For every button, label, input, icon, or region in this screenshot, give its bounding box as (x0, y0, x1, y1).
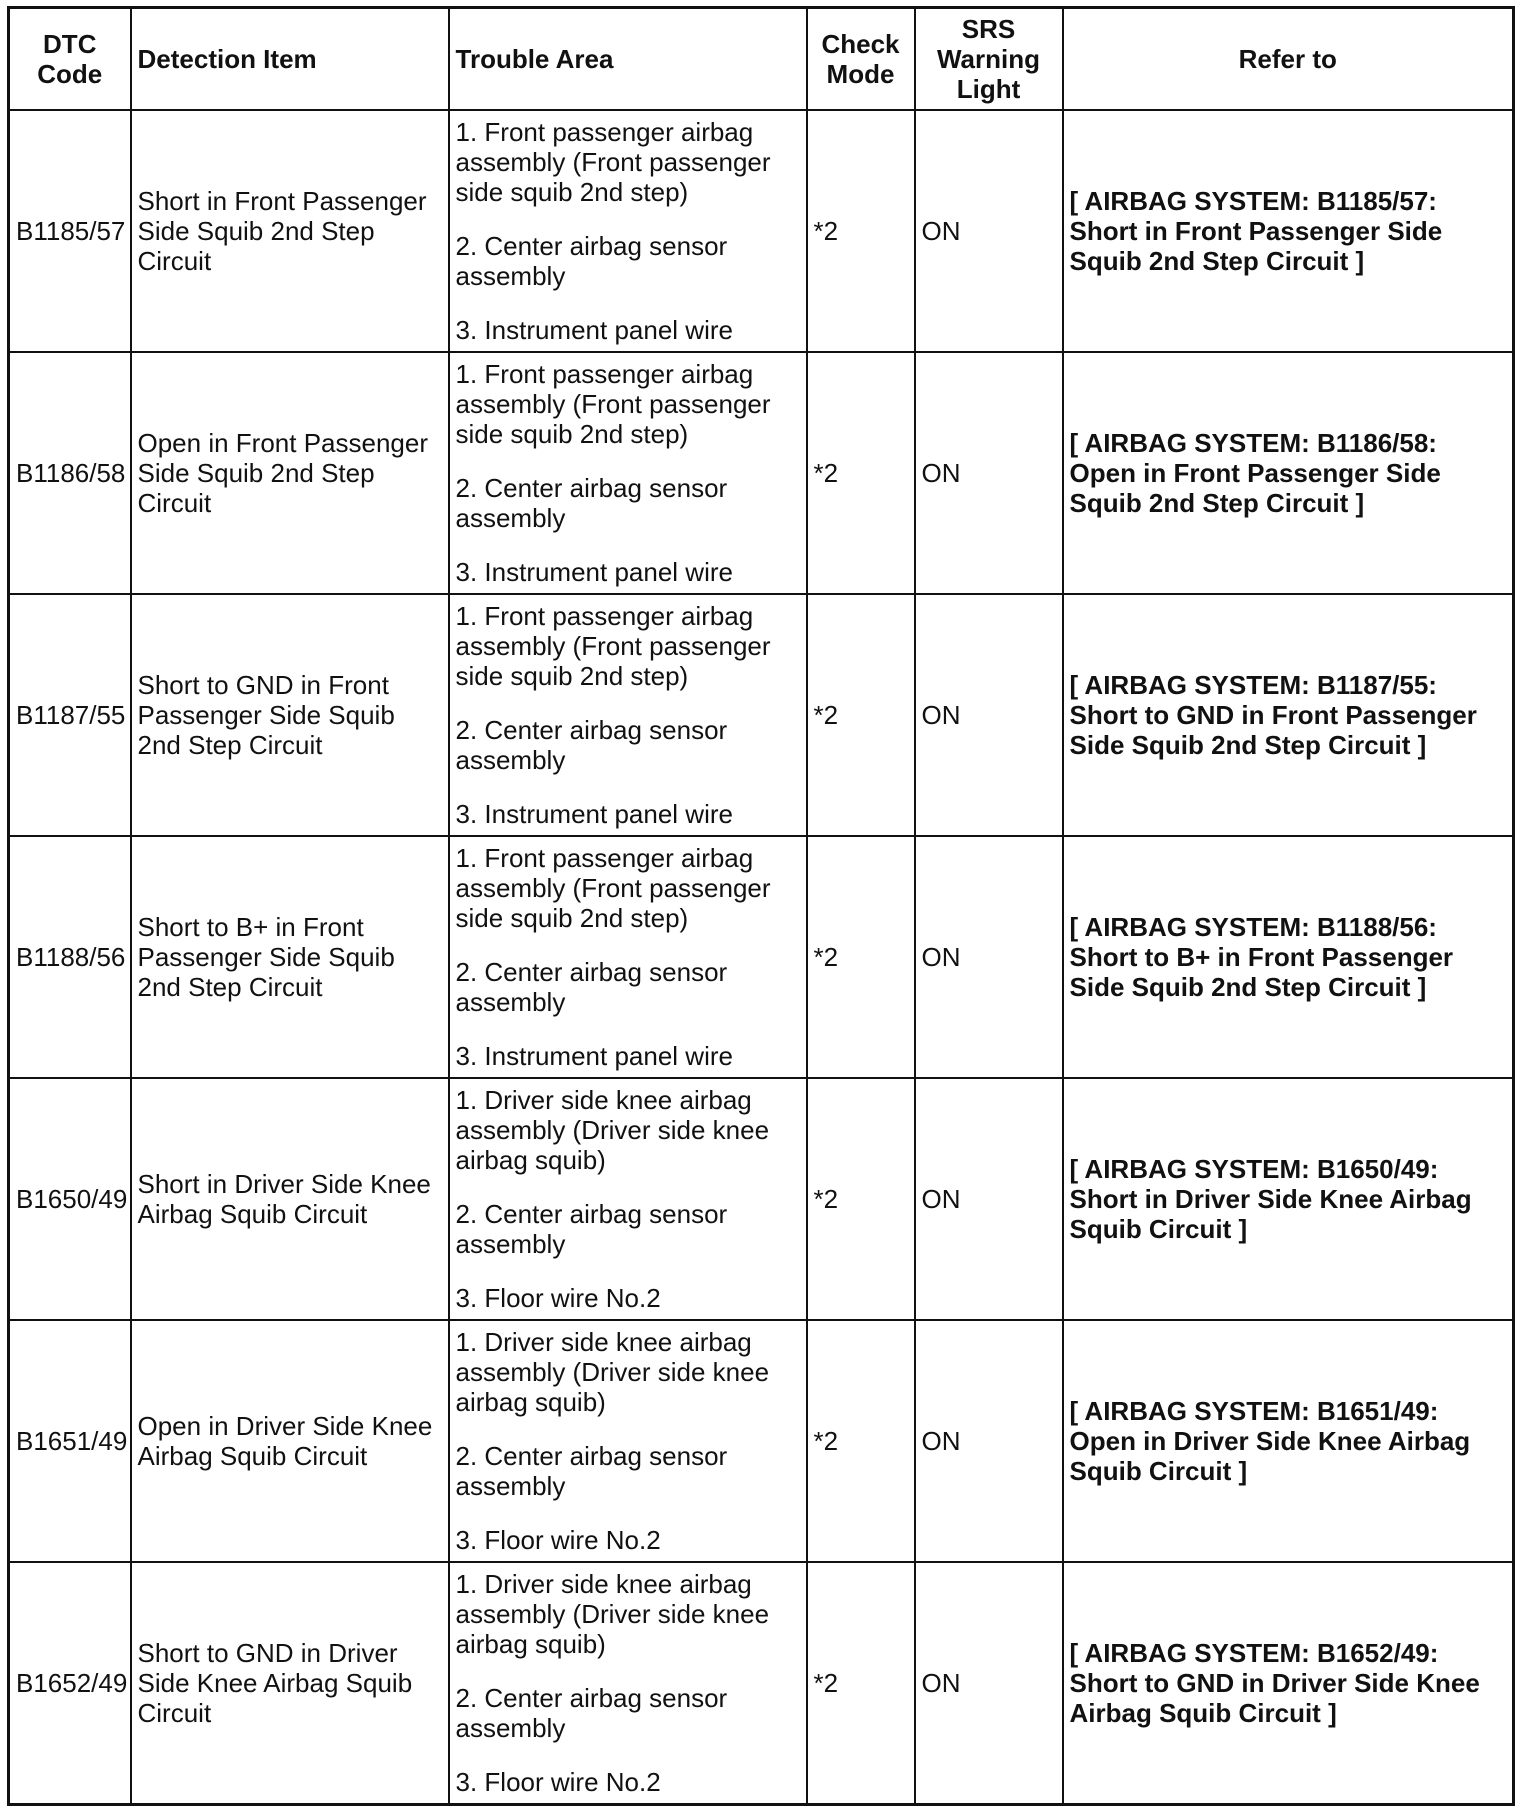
header-dtc-code: DTC Code (9, 8, 131, 111)
check-mode-cell: *2 (807, 1320, 915, 1562)
header-srs-warning-light: SRS Warning Light (915, 8, 1063, 111)
srs-warning-light-cell: ON (915, 836, 1063, 1078)
table-body (9, 110, 1514, 1805)
trouble-area-item: 3. Floor wire No.2 (455, 1525, 661, 1555)
header-refer-to: Refer to (1063, 8, 1514, 111)
trouble-area-item: 1. Driver side knee airbag assembly (Driver side knee airbag squib) (455, 1569, 770, 1659)
dtc-code-cell: B1652/49 (9, 1562, 131, 1805)
check-mode-cell: *2 (807, 836, 915, 1078)
trouble-area-item: 3. Floor wire No.2 (455, 1767, 661, 1797)
check-mode-cell: *2 (807, 352, 915, 594)
dtc-code-cell: B1187/55 (9, 594, 131, 836)
refer-to-link[interactable]: [ AIRBAG SYSTEM: B1188/56: Short to B+ in Front Passenger Side Squib 2nd Step Circuit ] (1063, 836, 1514, 1078)
detection-item-cell: Short in Front Passenger Side Squib 2nd Step Circuit (131, 110, 449, 352)
header-check-mode: Check Mode (807, 8, 915, 111)
table-row (9, 594, 1514, 836)
srs-warning-light-cell: ON (915, 352, 1063, 594)
refer-to-link[interactable]: [ AIRBAG SYSTEM: B1186/58: Open in Front Passenger Side Squib 2nd Step Circuit ] (1063, 352, 1514, 594)
srs-warning-light-cell: ON (915, 594, 1063, 836)
trouble-area-item: 1. Driver side knee airbag assembly (Driver side knee airbag squib) (455, 1327, 770, 1417)
detection-item-cell: Open in Front Passenger Side Squib 2nd Step Circuit (131, 352, 449, 594)
srs-warning-light-cell: ON (915, 1078, 1063, 1320)
check-mode-cell: *2 (807, 110, 915, 352)
srs-warning-light-cell: ON (915, 110, 1063, 352)
refer-to-link[interactable]: [ AIRBAG SYSTEM: B1650/49: Short in Driver Side Knee Airbag Squib Circuit ] (1063, 1078, 1514, 1320)
trouble-area-cell (449, 594, 807, 836)
refer-to-link[interactable]: [ AIRBAG SYSTEM: B1185/57: Short in Front Passenger Side Squib 2nd Step Circuit ] (1063, 110, 1514, 352)
trouble-area-item: 1. Driver side knee airbag assembly (Driver side knee airbag squib) (455, 1085, 770, 1175)
detection-item-cell: Short to GND in Front Passenger Side Squib 2nd Step Circuit (131, 594, 449, 836)
trouble-area-item: 2. Center airbag sensor assembly (455, 231, 728, 291)
dtc-code-cell: B1186/58 (9, 352, 131, 594)
trouble-area-cell (449, 110, 807, 352)
trouble-area-item: 1. Front passenger airbag assembly (Front passenger side squib 2nd step) (455, 843, 771, 933)
trouble-area-cell (449, 1562, 807, 1805)
table-header (9, 8, 1514, 111)
trouble-area-item: 2. Center airbag sensor assembly (455, 1441, 728, 1501)
dtc-code-cell: B1185/57 (9, 110, 131, 352)
header-trouble-area: Trouble Area (449, 8, 807, 111)
trouble-area-item: 2. Center airbag sensor assembly (455, 473, 728, 533)
trouble-area-item: 1. Front passenger airbag assembly (Front passenger side squib 2nd step) (455, 601, 771, 691)
refer-to-link[interactable]: [ AIRBAG SYSTEM: B1652/49: Short to GND in Driver Side Knee Airbag Squib Circuit ] (1063, 1562, 1514, 1805)
dtc-table (7, 6, 1515, 1806)
check-mode-cell: *2 (807, 1562, 915, 1805)
detection-item-cell: Open in Driver Side Knee Airbag Squib Circuit (131, 1320, 449, 1562)
trouble-area-cell (449, 836, 807, 1078)
trouble-area-cell (449, 1078, 807, 1320)
trouble-area-item: 2. Center airbag sensor assembly (455, 957, 728, 1017)
table-row (9, 1320, 1514, 1562)
trouble-area-cell (449, 1320, 807, 1562)
trouble-area-item: 3. Instrument panel wire (455, 315, 733, 345)
table-row (9, 352, 1514, 594)
trouble-area-item: 3. Floor wire No.2 (455, 1283, 661, 1313)
trouble-area-item: 1. Front passenger airbag assembly (Front passenger side squib 2nd step) (455, 359, 771, 449)
detection-item-cell: Short to B+ in Front Passenger Side Squib 2nd Step Circuit (131, 836, 449, 1078)
table-row (9, 110, 1514, 352)
table-row (9, 1562, 1514, 1805)
refer-to-link[interactable]: [ AIRBAG SYSTEM: B1187/55: Short to GND in Front Passenger Side Squib 2nd Step Circuit ] (1063, 594, 1514, 836)
srs-warning-light-cell: ON (915, 1320, 1063, 1562)
trouble-area-item: 3. Instrument panel wire (455, 1041, 733, 1071)
table-row (9, 1078, 1514, 1320)
check-mode-cell: *2 (807, 1078, 915, 1320)
trouble-area-item: 3. Instrument panel wire (455, 799, 733, 829)
dtc-code-cell: B1651/49 (9, 1320, 131, 1562)
detection-item-cell: Short in Driver Side Knee Airbag Squib Circuit (131, 1078, 449, 1320)
header-row (9, 8, 1514, 111)
dtc-code-cell: B1650/49 (9, 1078, 131, 1320)
dtc-code-cell: B1188/56 (9, 836, 131, 1078)
trouble-area-item: 2. Center airbag sensor assembly (455, 715, 728, 775)
check-mode-cell: *2 (807, 594, 915, 836)
trouble-area-item: 1. Front passenger airbag assembly (Front passenger side squib 2nd step) (455, 117, 771, 207)
trouble-area-cell (449, 352, 807, 594)
table-row (9, 836, 1514, 1078)
trouble-area-item: 3. Instrument panel wire (455, 557, 733, 587)
header-detection-item: Detection Item (131, 8, 449, 111)
refer-to-link[interactable]: [ AIRBAG SYSTEM: B1651/49: Open in Driver Side Knee Airbag Squib Circuit ] (1063, 1320, 1514, 1562)
detection-item-cell: Short to GND in Driver Side Knee Airbag Squib Circuit (131, 1562, 449, 1805)
trouble-area-item: 2. Center airbag sensor assembly (455, 1199, 728, 1259)
srs-warning-light-cell: ON (915, 1562, 1063, 1805)
trouble-area-item: 2. Center airbag sensor assembly (455, 1683, 728, 1743)
